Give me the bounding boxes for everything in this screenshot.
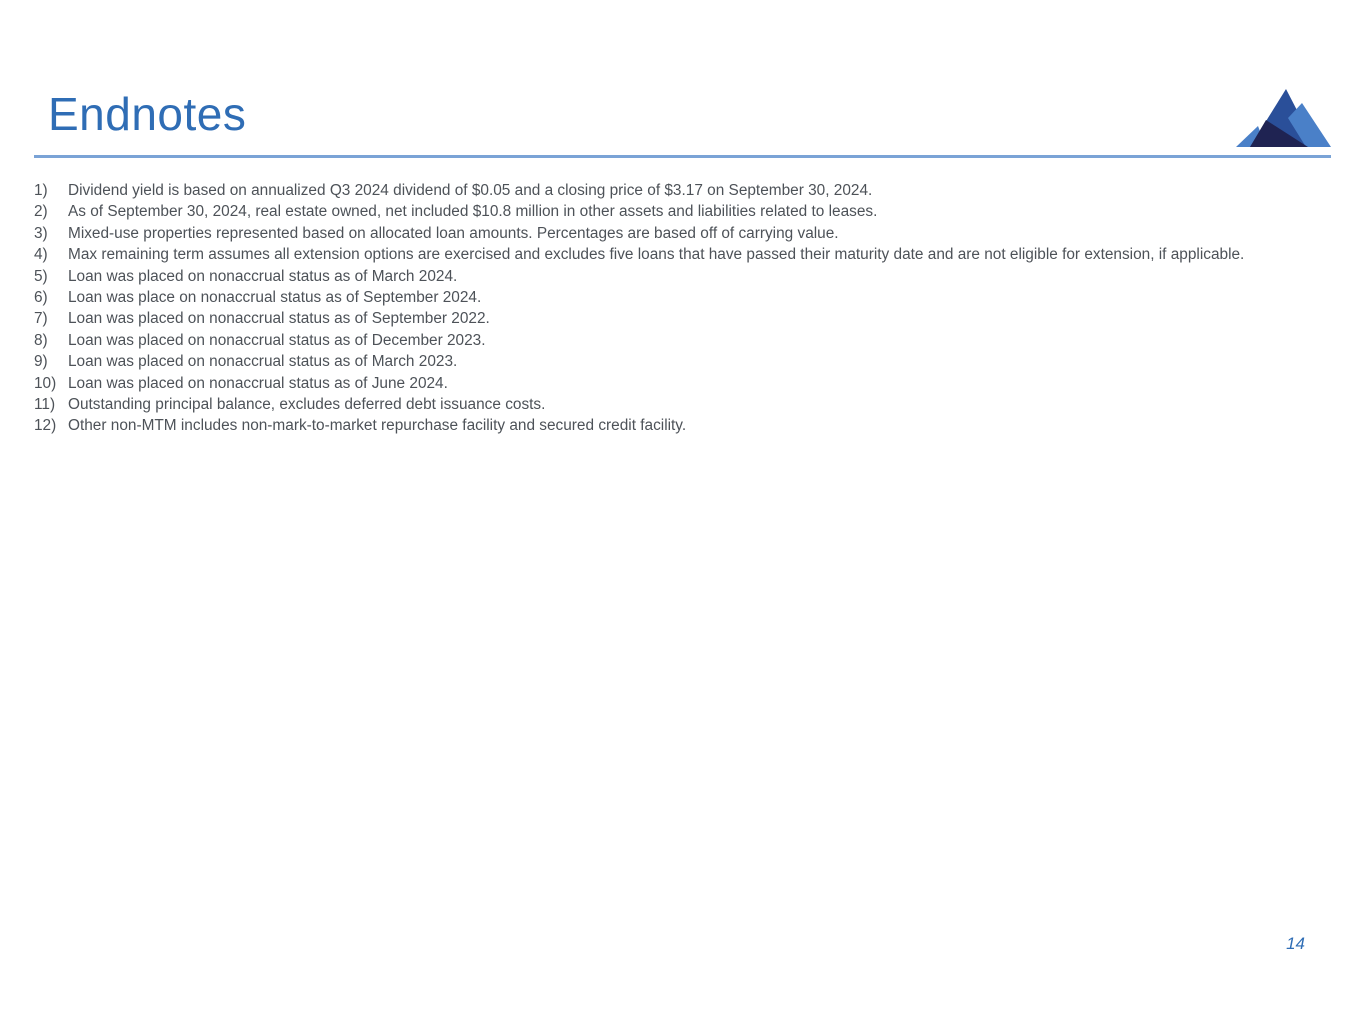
endnote-text: Loan was place on nonaccrual status as of September 2024. [68,289,482,307]
endnote-text: Loan was placed on nonaccrual status as of September 2022. [68,310,490,328]
endnote-item [34,244,1331,265]
endnote-item [34,373,1331,394]
endnote-item [34,351,1331,372]
endnote-number: 11) [34,396,56,414]
endnote-item [34,287,1331,308]
endnote-item [34,180,1331,201]
endnote-number: 2) [34,203,48,221]
endnote-text: Loan was placed on nonaccrual status as of December 2023. [68,331,486,349]
endnotes-list [34,180,1331,437]
endnote-number: 9) [34,353,48,371]
endnote-item [34,394,1331,415]
endnote-item [34,266,1331,287]
endnote-number: 3) [34,224,48,242]
mountain-logo-icon [1236,88,1332,148]
endnote-number: 8) [34,331,48,349]
endnote-text: As of September 30, 2024, real estate owned, net included $10.8 million in other assets and liabilities related to leases. [68,203,878,221]
endnote-text: Outstanding principal balance, excludes deferred debt issuance costs. [68,396,546,414]
endnote-text: Loan was placed on nonaccrual status as of March 2024. [68,267,458,285]
endnote-text: Other non-MTM includes non-mark-to-market repurchase facility and secured credit facility. [68,417,687,435]
endnote-number: 4) [34,246,48,264]
endnote-item [34,308,1331,329]
endnote-text: Loan was placed on nonaccrual status as of March 2023. [68,353,458,371]
endnote-text: Max remaining term assumes all extension options are exercised and excludes five loans that have passed their maturity date and are not eligible for extension, if applicable. [68,246,1245,264]
endnote-number: 1) [34,182,48,199]
page-number: 14 [1286,934,1305,953]
title-divider [34,155,1331,158]
endnote-item [34,415,1331,436]
endnote-number: 6) [34,289,48,307]
endnote-number: 7) [34,310,48,328]
endnote-item [34,223,1331,244]
endnote-number: 12) [34,417,57,435]
endnote-number: 5) [34,267,48,285]
endnote-text: Mixed-use properties represented based on allocated loan amounts. Percentages are based off of carrying value. [68,224,839,242]
endnote-item [34,201,1331,222]
endnote-text: Dividend yield is based on annualized Q3 2024 dividend of $0.05 and a closing price of $3.17 on September 30, 2024. [68,182,873,199]
endnote-number: 10) [34,374,57,392]
endnote-item [34,330,1331,351]
page-title: Endnotes [48,88,247,140]
endnote-text: Loan was placed on nonaccrual status as of June 2024. [68,374,448,392]
